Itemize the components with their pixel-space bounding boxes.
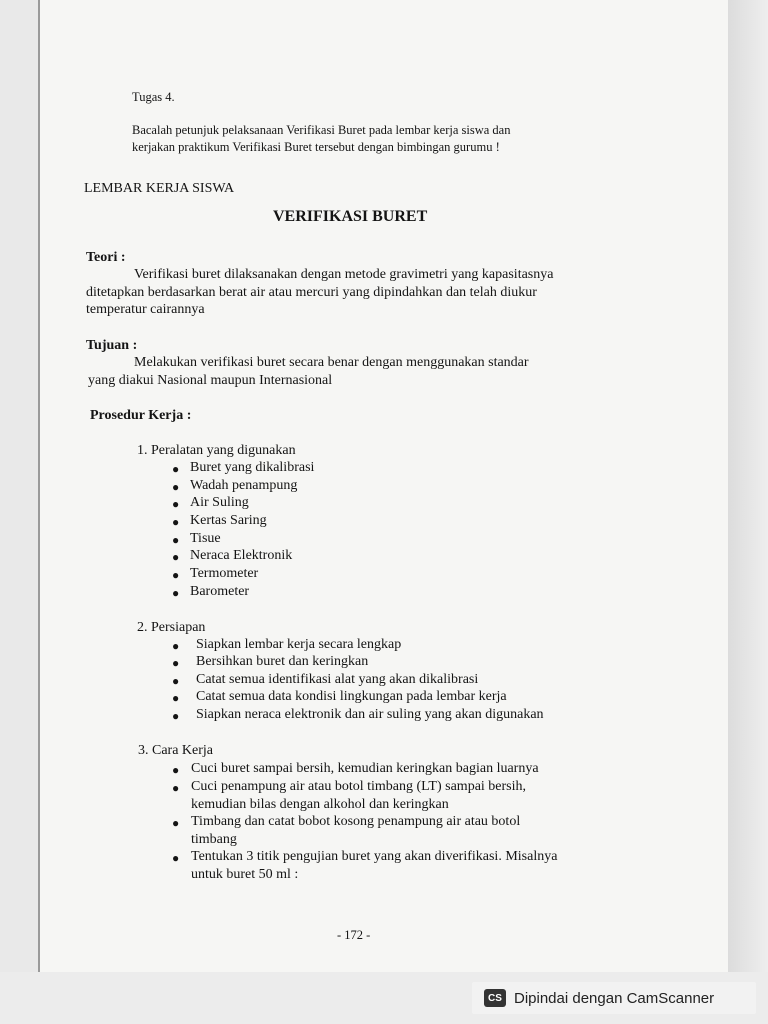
tujuan-line-1: Melakukan verifikasi buret secara benar dengan menggunakan standar [134,355,529,370]
bullet-icon: ● [172,709,180,723]
task-heading: Tugas 4. [132,90,175,104]
bullet-icon: ● [172,586,180,600]
bullet-icon: ● [172,533,180,547]
teori-heading: Teori : [86,250,126,265]
prosedur-heading: Prosedur Kerja : [90,408,192,423]
task-line-1: Bacalah petunjuk pelaksanaan Verifikasi Buret pada lembar kerja siswa dan [132,123,511,137]
bullet-icon: ● [172,691,180,705]
teori-line-3: temperatur cairannya [86,302,205,317]
teori-line-1: Verifikasi buret dilaksanakan dengan metode gravimetri yang kapasitasnya [134,267,554,282]
bullet-icon: ● [172,497,180,511]
bullet-icon: ● [172,462,180,476]
list-item: Bersihkan buret dan keringkan [196,654,369,669]
scanner-watermark [472,982,756,1014]
list-item: Timbang dan catat bobot kosong penampung air atau botol [191,814,521,829]
bullet-icon: ● [172,851,180,865]
list-item: Air Suling [190,495,249,510]
bullet-icon: ● [172,550,180,564]
bullet-icon: ● [172,763,180,777]
list-item: Cuci buret sampai bersih, kemudian keringkan bagian luarnya [191,761,539,776]
bullet-icon: ● [172,639,180,653]
list-item-continuation: untuk buret 50 ml : [191,867,299,882]
list-item: Tisue [190,531,221,546]
bullet-icon: ● [172,781,180,795]
bullet-icon: ● [172,515,180,529]
list-item: Wadah penampung [190,478,298,493]
section-1-title: 1. Peralatan yang digunakan [137,443,296,458]
section-3-title: 3. Cara Kerja [138,743,214,758]
teori-line-2: ditetapkan berdasarkan berat air atau mercuri yang dipindahkan dan telah diukur [86,285,537,300]
bullet-icon: ● [172,656,180,670]
bullet-icon: ● [172,674,180,688]
section-2-title: 2. Persiapan [137,620,206,635]
document-title: VERIFIKASI BURET [273,208,428,225]
list-item: Catat semua identifikasi alat yang akan dikalibrasi [196,672,479,687]
bullet-icon: ● [172,480,180,494]
list-item: Siapkan lembar kerja secara lengkap [196,637,402,652]
list-item: Kertas Saring [190,513,267,528]
list-item: Siapkan neraca elektronik dan air suling yang akan digunakan [196,707,544,722]
tujuan-line-2: yang diakui Nasional maupun Internasional [88,373,333,388]
camscanner-logo-icon: CS [484,989,506,1007]
worksheet-label: LEMBAR KERJA SISWA [84,181,235,196]
list-item: Tentukan 3 titik pengujian buret yang akan diverifikasi. Misalnya [191,849,558,864]
list-item-continuation: kemudian bilas dengan alkohol dan keringkan [191,797,449,812]
tujuan-heading: Tujuan : [86,338,138,353]
list-item: Catat semua data kondisi lingkungan pada lembar kerja [196,689,507,704]
bullet-icon: ● [172,816,180,830]
task-line-2: kerjakan praktikum Verifikasi Buret tersebut dengan bimbingan gurumu ! [132,140,500,154]
bullet-icon: ● [172,568,180,582]
list-item: Cuci penampung air atau botol timbang (LT) sampai bersih, [191,779,527,794]
list-item-continuation: timbang [191,832,237,847]
list-item: Buret yang dikalibrasi [190,460,315,475]
scanner-watermark-text: Dipindai dengan CamScanner [514,989,715,1007]
page-number: - 172 - [337,928,371,942]
list-item: Termometer [190,566,259,581]
page-right-edge [728,0,768,972]
list-item: Barometer [190,584,250,599]
list-item: Neraca Elektronik [190,548,293,563]
